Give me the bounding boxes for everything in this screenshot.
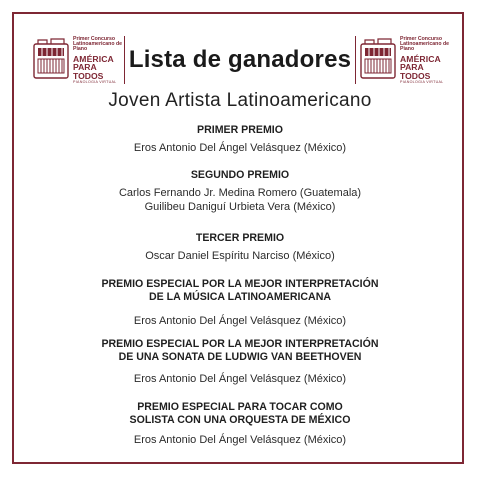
award-block	[0, 338, 480, 386]
award-block	[0, 278, 480, 328]
winner-name: Oscar Daniel Espíritu Narciso (México)	[145, 250, 335, 262]
competition-logo	[360, 36, 452, 84]
logo-line: Latinoamericano de Piano	[400, 41, 450, 53]
winner-name: Eros Antonio Del Ángel Velásquez (México)	[133, 142, 347, 154]
award-heading: SEGUNDO PREMIO	[190, 169, 290, 181]
award-heading: TERCER PREMIO	[195, 232, 285, 244]
title-box	[124, 36, 356, 84]
award-block	[0, 401, 480, 447]
logo-line: Primer Concurso	[73, 36, 116, 42]
award-heading: DE UNA SONATA DE LUDWIG VAN BEETHOVEN	[118, 351, 362, 363]
piano-icon	[33, 38, 69, 80]
page-title: Lista de ganadores	[128, 46, 352, 73]
category-title: Joven Artista Latinoamericano	[108, 90, 372, 111]
piano-icon	[360, 38, 396, 80]
header	[0, 36, 480, 86]
award-block	[0, 232, 480, 263]
award-heading: SOLISTA CON UNA ORQUESTA DE MÉXICO	[129, 414, 351, 426]
award-block	[0, 169, 480, 214]
award-heading: PRIMER PREMIO	[197, 124, 283, 136]
logo-line: Primer Concurso	[400, 36, 443, 42]
competition-logo	[33, 36, 125, 84]
award-block	[0, 124, 480, 155]
award-heading: PREMIO ESPECIAL PARA TOCAR COMO	[137, 401, 343, 413]
winner-name: Guilibeu Daniguí Urbieta Vera (México)	[144, 201, 336, 213]
winner-name: Eros Antonio Del Ángel Velásquez (México)	[133, 434, 347, 446]
logo-line: PARA TODOS	[400, 62, 431, 81]
logo-line: Latinoamericano de Piano	[73, 41, 123, 53]
award-heading: PREMIO ESPECIAL POR LA MEJOR INTERPRETACIÓN	[101, 338, 379, 350]
winner-name: Carlos Fernando Jr. Medina Romero (Guatemala)	[118, 187, 362, 199]
logo-line: PIANOLOGIA VIRTUAL	[400, 80, 444, 85]
winner-name: Eros Antonio Del Ángel Velásquez (México)	[133, 315, 347, 327]
logo-line: AMÉRICA	[400, 53, 441, 64]
logo-line: PIANOLOGIA VIRTUAL	[73, 80, 117, 85]
logo-line: PARA TODOS	[73, 62, 104, 81]
winner-name: Eros Antonio Del Ángel Velásquez (México)	[133, 373, 347, 385]
logo-line: AMÉRICA	[73, 53, 114, 64]
award-heading: PREMIO ESPECIAL POR LA MEJOR INTERPRETACIÓN	[101, 278, 379, 290]
award-heading: DE LA MÚSICA LATINOAMERICANA	[148, 291, 332, 303]
